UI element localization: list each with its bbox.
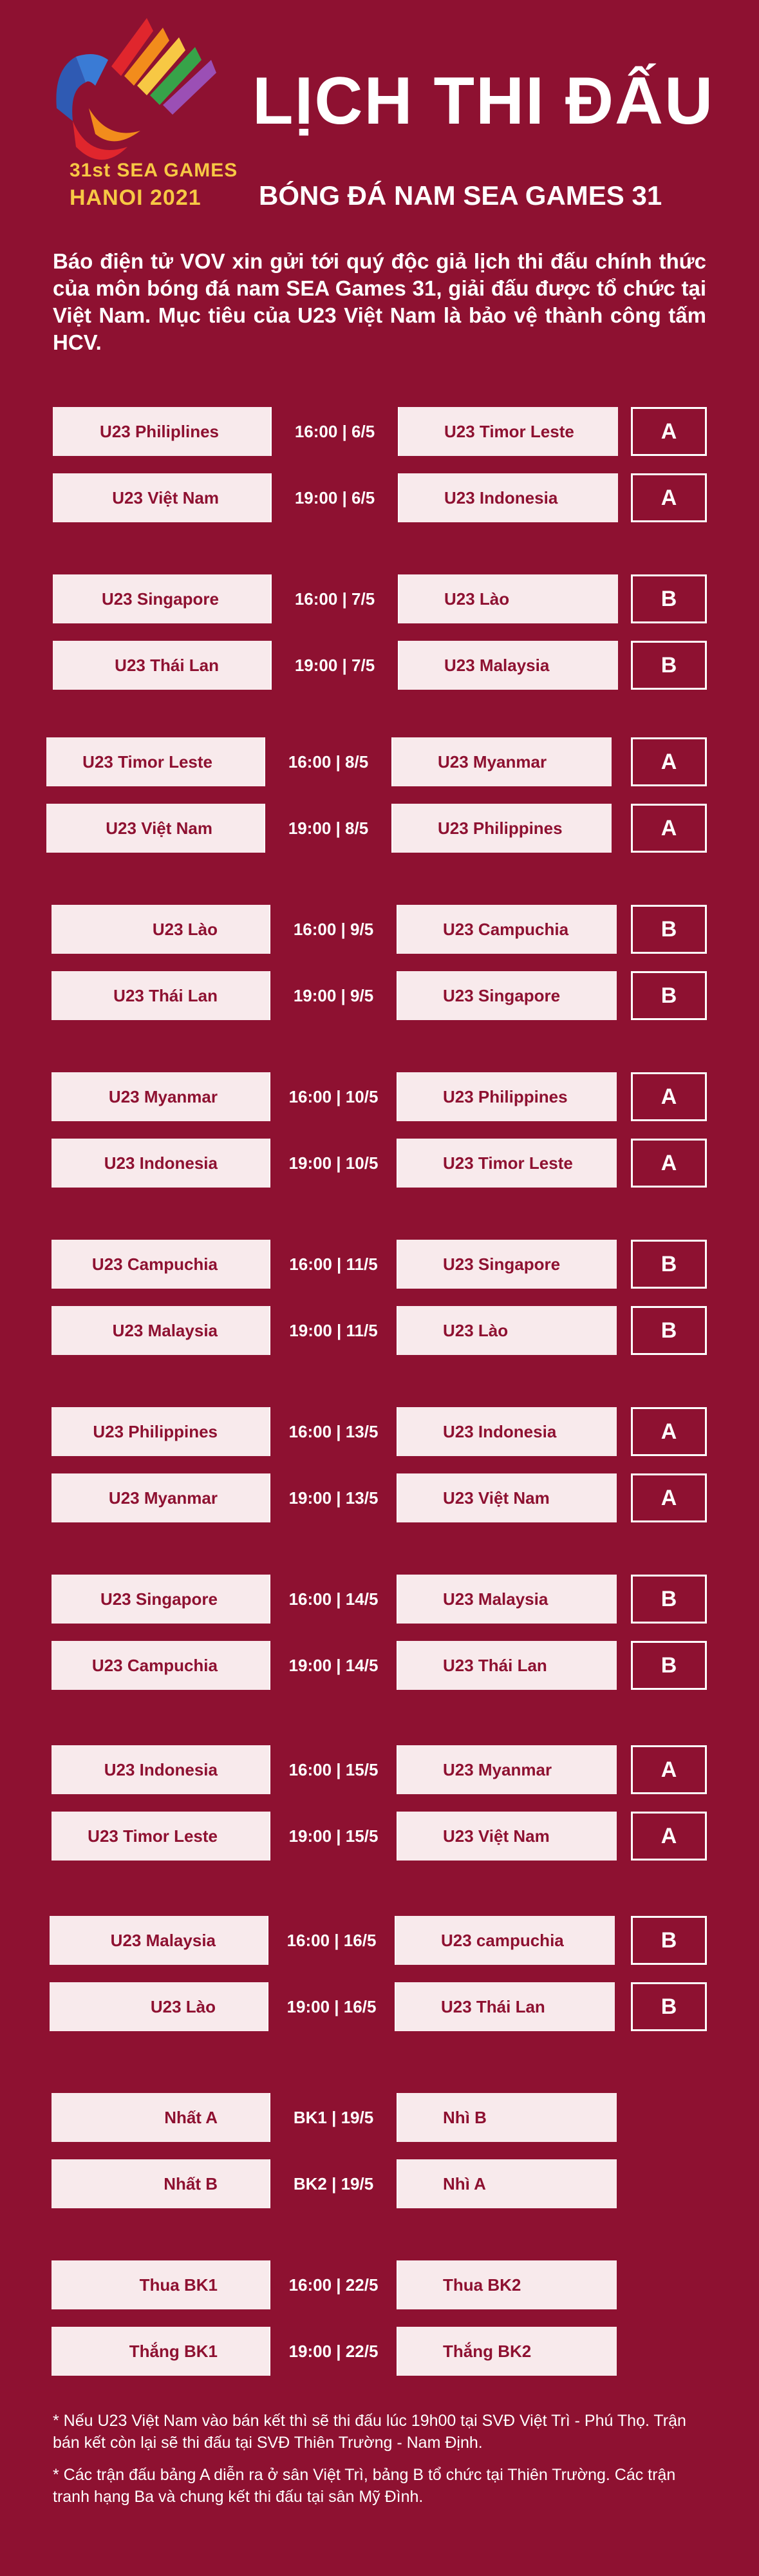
match-time: 16:00 | 14/5 — [269, 1575, 398, 1624]
home-team: U23 Myanmar — [52, 1473, 269, 1522]
away-team: U23 Malaysia — [398, 1575, 617, 1624]
away-team: U23 Philippines — [393, 804, 612, 853]
logo-line2: HANOI 2021 — [70, 185, 201, 210]
away-team: U23 Campuchia — [398, 905, 617, 954]
away-team: U23 Malaysia — [399, 641, 618, 690]
intro-paragraph: Báo điện tử VOV xin gửi tới quý độc giả lịch thi đấu chính thức của môn bóng đá nam SEA Games 31, giải đấu được tổ chức tại Việt Nam. Mục tiêu của U23 Việt Nam là bảo vệ thành công tấm HCV. — [53, 249, 706, 354]
match-time: 16:00 | 8/5 — [264, 737, 393, 786]
group-badge: B — [631, 1575, 707, 1624]
home-team: U23 Thái Lan — [53, 641, 270, 690]
group-badge: A — [631, 1812, 707, 1861]
away-team: Nhì A — [398, 2159, 617, 2208]
away-team: U23 Việt Nam — [398, 1473, 617, 1522]
match-time: 16:00 | 10/5 — [269, 1072, 398, 1121]
match-time: 16:00 | 11/5 — [269, 1240, 398, 1289]
home-team: Thắng BK1 — [52, 2327, 269, 2376]
match-time: 19:00 | 8/5 — [264, 804, 393, 853]
match-row — [52, 1812, 617, 1861]
match-time: 19:00 | 11/5 — [269, 1306, 398, 1355]
note-item: * Các trận đấu bảng A diễn ra ở sân Việt Trì, bảng B tổ chức tại Thiên Trường. Các trận tranh hạng Ba và chung kết thi đấu tại sân Mỹ Đình. — [53, 2466, 676, 2506]
away-team: U23 Lào — [399, 574, 618, 623]
group-badge: A — [631, 1473, 707, 1522]
match-row — [52, 2093, 617, 2142]
away-team: Thắng BK2 — [398, 2327, 617, 2376]
match-time: 16:00 | 13/5 — [269, 1407, 398, 1456]
home-team: U23 Malaysia — [52, 1306, 269, 1355]
home-team: U23 Indonesia — [52, 1745, 269, 1794]
home-team: Thua BK1 — [52, 2260, 269, 2309]
home-team: U23 Philippines — [52, 1407, 269, 1456]
match-time: BK2 | 19/5 — [269, 2159, 398, 2208]
match-time: 19:00 | 22/5 — [269, 2327, 398, 2376]
away-team: U23 Việt Nam — [398, 1812, 617, 1861]
match-row — [50, 1982, 615, 2031]
group-badge: B — [631, 971, 707, 1020]
away-team: U23 Thái Lan — [396, 1982, 615, 2031]
home-team: U23 Philiplines — [53, 407, 270, 456]
match-row — [52, 2159, 617, 2208]
home-team: U23 Thái Lan — [52, 971, 269, 1020]
home-team: U23 Campuchia — [52, 1240, 269, 1289]
match-row — [52, 1641, 617, 1690]
group-badge: B — [631, 905, 707, 954]
match-time: 19:00 | 16/5 — [267, 1982, 396, 2031]
match-row — [46, 804, 612, 853]
match-row — [50, 1916, 615, 1965]
group-badge: B — [631, 1641, 707, 1690]
group-badge: A — [631, 473, 707, 522]
match-row — [52, 1139, 617, 1188]
group-badge: A — [631, 407, 707, 456]
away-team: U23 Myanmar — [393, 737, 612, 786]
group-badge: A — [631, 1139, 707, 1188]
group-badge: B — [631, 1240, 707, 1289]
match-time: 16:00 | 9/5 — [269, 905, 398, 954]
match-row — [52, 2260, 617, 2309]
group-badge: A — [631, 1745, 707, 1794]
home-team: U23 Lào — [52, 905, 269, 954]
match-time: 16:00 | 15/5 — [269, 1745, 398, 1794]
page-subtitle: BÓNG ĐÁ NAM SEA GAMES 31 — [259, 180, 662, 211]
home-team: Nhất A — [52, 2093, 269, 2142]
away-team: U23 Timor Leste — [399, 407, 618, 456]
home-team: U23 Malaysia — [50, 1916, 267, 1965]
header — [0, 0, 759, 232]
match-row — [52, 905, 617, 954]
home-team: U23 Lào — [50, 1982, 267, 2031]
match-time: 19:00 | 6/5 — [270, 473, 399, 522]
match-row — [53, 407, 618, 456]
group-badge: B — [631, 1982, 707, 2031]
match-time: 19:00 | 10/5 — [269, 1139, 398, 1188]
home-team: U23 Singapore — [53, 574, 270, 623]
match-row — [52, 1745, 617, 1794]
match-time: 19:00 | 15/5 — [269, 1812, 398, 1861]
home-team: Nhất B — [52, 2159, 269, 2208]
match-time: 19:00 | 13/5 — [269, 1473, 398, 1522]
group-badge: B — [631, 1916, 707, 1965]
home-team: U23 Timor Leste — [46, 737, 264, 786]
match-row — [52, 1306, 617, 1355]
match-row — [52, 1407, 617, 1456]
away-team: Nhì B — [398, 2093, 617, 2142]
away-team: U23 Myanmar — [398, 1745, 617, 1794]
group-badge: B — [631, 641, 707, 690]
home-team: U23 Singapore — [52, 1575, 269, 1624]
group-badge: B — [631, 574, 707, 623]
home-team: U23 Timor Leste — [52, 1812, 269, 1861]
match-row — [53, 641, 618, 690]
match-time: 16:00 | 16/5 — [267, 1916, 396, 1965]
match-row — [52, 1473, 617, 1522]
match-time: 16:00 | 6/5 — [270, 407, 399, 456]
home-team: U23 Việt Nam — [46, 804, 264, 853]
away-team: U23 Indonesia — [399, 473, 618, 522]
match-row — [52, 1240, 617, 1289]
match-row — [52, 971, 617, 1020]
away-team: U23 Lào — [398, 1306, 617, 1355]
away-team: U23 Singapore — [398, 1240, 617, 1289]
note-item: * Nếu U23 Việt Nam vào bán kết thì sẽ thi đấu lúc 19h00 tại SVĐ Việt Trì - Phú Thọ. Trận bán kết còn lại sẽ thi đấu tại SVĐ Thiên Trường - Nam Định. — [53, 2412, 686, 2452]
away-team: U23 Thái Lan — [398, 1641, 617, 1690]
away-team: U23 Singapore — [398, 971, 617, 1020]
away-team: U23 Timor Leste — [398, 1139, 617, 1188]
match-time: 16:00 | 7/5 — [270, 574, 399, 623]
away-team: U23 campuchia — [396, 1916, 615, 1965]
match-time: BK1 | 19/5 — [269, 2093, 398, 2142]
group-badge: A — [631, 737, 707, 786]
match-time: 16:00 | 22/5 — [269, 2260, 398, 2309]
home-team: U23 Indonesia — [52, 1139, 269, 1188]
match-time: 19:00 | 14/5 — [269, 1641, 398, 1690]
away-team: U23 Philippines — [398, 1072, 617, 1121]
home-team: U23 Việt Nam — [53, 473, 270, 522]
match-row — [52, 1072, 617, 1121]
group-badge: A — [631, 804, 707, 853]
home-team: U23 Campuchia — [52, 1641, 269, 1690]
match-time: 19:00 | 7/5 — [270, 641, 399, 690]
match-row — [52, 2327, 617, 2376]
away-team: Thua BK2 — [398, 2260, 617, 2309]
match-row — [46, 737, 612, 786]
match-row — [53, 574, 618, 623]
match-row — [53, 473, 618, 522]
home-team: U23 Myanmar — [52, 1072, 269, 1121]
page-title: LỊCH THI ĐẤU — [252, 64, 715, 138]
match-row — [52, 1575, 617, 1624]
group-badge: A — [631, 1407, 707, 1456]
match-time: 19:00 | 9/5 — [269, 971, 398, 1020]
notes — [53, 2410, 709, 2518]
logo-line1: 31st SEA GAMES — [70, 160, 238, 181]
group-badge: A — [631, 1072, 707, 1121]
away-team: U23 Indonesia — [398, 1407, 617, 1456]
group-badge: B — [631, 1306, 707, 1355]
